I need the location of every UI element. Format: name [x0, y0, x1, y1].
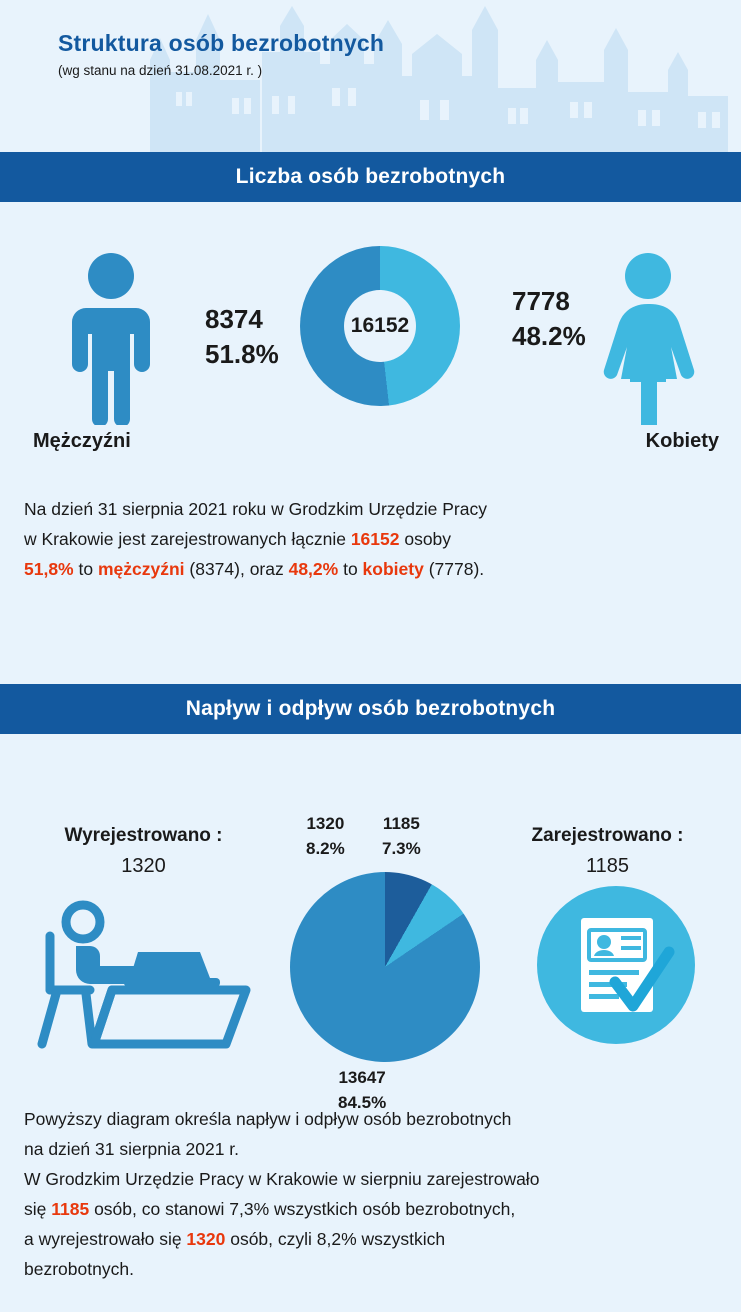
section-1-paragraph [24, 494, 724, 584]
p1-women-pct-highlight: 48,2% [288, 559, 339, 580]
page-title: Struktura osób bezrobotnych [58, 30, 385, 56]
deregistered-value: 1320 [121, 854, 166, 877]
pie-b-value: 1185 [382, 814, 420, 833]
men-stats [205, 302, 279, 372]
pie-c-percent: 84.5% [338, 1092, 387, 1112]
section-divider [0, 642, 741, 684]
p2-line5a: a wyrejestrowało się [24, 1229, 187, 1250]
p1-men-word-highlight: mężczyźni [97, 559, 185, 580]
registered-block [500, 822, 715, 881]
registered-label: Zarejestrowano : [531, 825, 684, 846]
man-icon [56, 250, 166, 425]
women-label: Kobiety [645, 430, 719, 452]
person-at-desk-icon [20, 894, 270, 1064]
p2-registered-highlight: 1185 [51, 1199, 90, 1220]
p2-line1: Powyższy diagram określa napływ i odpływ osób bezrobotnych [24, 1109, 512, 1129]
p2-line5b: osób, czyli 8,2% wszystkich [225, 1229, 446, 1250]
p2-line2: na dzień 31 sierpnia 2021 r. [24, 1139, 240, 1160]
section-unemployed-count [0, 202, 741, 642]
section-1-title: Liczba osób bezrobotnych [235, 165, 506, 188]
men-label: Mężczyźni [33, 430, 131, 452]
p1-line3c: to [338, 559, 363, 580]
pie-a-percent: 8.2% [306, 838, 345, 858]
p1-men-pct-highlight: 51,8% [24, 559, 74, 580]
pie-b-percent: 7.3% [382, 838, 421, 858]
men-value: 8374 [205, 304, 263, 334]
woman-icon [600, 250, 696, 425]
page-header [0, 0, 741, 152]
pie-c-value: 13647 [338, 1068, 386, 1087]
gender-donut-chart [300, 246, 460, 424]
p1-line3d: (7778). [423, 559, 485, 580]
p2-line4a: się [24, 1199, 52, 1220]
p2-line3: W Grodzkim Urzędzie Pracy w Krakowie w sierpniu zarejestrowało [24, 1169, 540, 1190]
pie-slice-b-label [382, 812, 421, 861]
p2-deregistered-highlight: 1320 [186, 1229, 226, 1250]
p1-line2a: w Krakowie jest zarejestrowanych łącznie [24, 529, 351, 550]
section-inflow-outflow [0, 734, 741, 1280]
p1-line1: Na dzień 31 sierpnia 2021 roku w Grodzkim Urzędzie Pracy [24, 499, 487, 519]
women-percent: 48.2% [512, 321, 586, 352]
p1-total-highlight: 16152 [350, 529, 400, 550]
registration-document-icon [537, 886, 695, 1044]
flow-pie-chart [290, 774, 480, 1112]
p1-line3a: to [73, 559, 98, 580]
section-2-title: Napływ i odpływ osób bezrobotnych [185, 697, 556, 720]
men-percent: 51.8% [205, 339, 279, 370]
donut-total: 16152 [344, 290, 416, 362]
women-value: 7778 [512, 286, 570, 316]
pie-a-value: 1320 [306, 814, 345, 833]
section-2-title-bar [0, 684, 741, 734]
p1-line3b: (8374), oraz [184, 559, 289, 580]
registered-value: 1185 [585, 854, 629, 877]
section-1-title-bar [0, 152, 741, 202]
page-subtitle: (wg stanu na dzień 31.08.2021 r. ) [58, 63, 263, 78]
section-2-paragraph [24, 1104, 730, 1285]
women-stats [512, 284, 586, 354]
p1-women-word-highlight: kobiety [362, 559, 424, 580]
pie-slice-a-label [306, 812, 345, 861]
pie-graphic [290, 872, 480, 1062]
p1-line2b: osoby [399, 529, 452, 550]
deregistered-block [36, 822, 251, 881]
deregistered-label: Wyrejestrowano : [64, 825, 223, 846]
p2-line6: bezrobotnych. [24, 1259, 134, 1280]
p2-line4b: osób, co stanowi 7,3% wszystkich osób bezrobotnych, [89, 1199, 516, 1220]
